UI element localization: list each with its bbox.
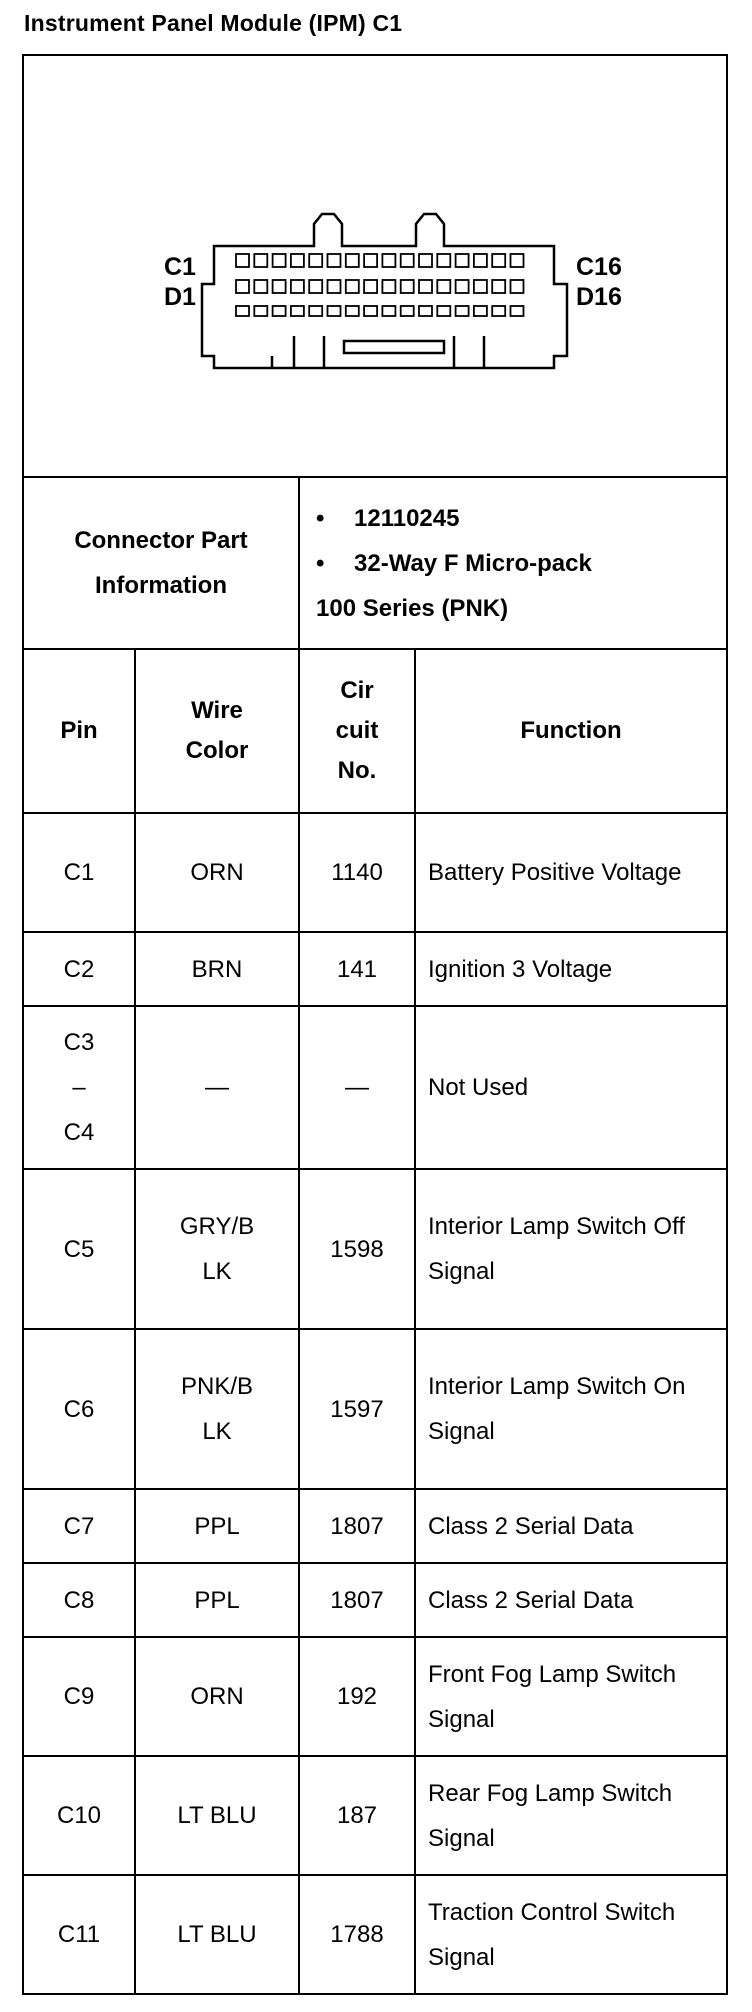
pin-cavity [273, 254, 286, 267]
connector-info-list [299, 477, 727, 649]
connector-info-label: Connector Part Information [23, 477, 299, 649]
cell-function: Rear Fog Lamp Switch Signal [415, 1756, 727, 1875]
table-row [23, 1169, 727, 1329]
connector-info-row [23, 477, 727, 649]
pin-cavity [382, 254, 395, 267]
cell-circuit: 1807 [299, 1489, 415, 1563]
pin-cavity [511, 306, 524, 316]
pin-cavity [419, 254, 432, 267]
header-circuit: Cir cuit No. [299, 649, 415, 813]
table-header-row [23, 649, 727, 813]
cell-circuit: 187 [299, 1756, 415, 1875]
pin-cavity [346, 254, 359, 267]
connector-diagram [24, 56, 726, 476]
pin-cavity [511, 280, 524, 293]
cell-wire-color: BRN [135, 932, 299, 1006]
cell-pin: C9 [23, 1637, 135, 1756]
cell-pin: C10 [23, 1756, 135, 1875]
cell-pin: C7 [23, 1489, 135, 1563]
pin-cavity [401, 254, 414, 267]
cell-wire-color: ORN [135, 813, 299, 932]
cell-function: Front Fog Lamp Switch Signal [415, 1637, 727, 1756]
pin-cavity [456, 306, 469, 316]
pin-cavity [474, 280, 487, 293]
pin-cavity [328, 254, 341, 267]
cell-pin: C2 [23, 932, 135, 1006]
pin-cavity [474, 306, 487, 316]
pin-cavity [492, 306, 505, 316]
table-row [23, 1875, 727, 1994]
pin-cavity [364, 306, 377, 316]
cell-circuit: 1807 [299, 1563, 415, 1637]
cell-wire-color: PNK/B LK [135, 1329, 299, 1489]
pin-cavity [437, 280, 450, 293]
pin-cavity [456, 254, 469, 267]
header-wire-color: Wire Color [135, 649, 299, 813]
cell-function: Class 2 Serial Data [415, 1563, 727, 1637]
pin-cavity [291, 254, 304, 267]
cell-pin: C1 [23, 813, 135, 932]
pin-cavity [328, 306, 341, 316]
pin-cavity [291, 280, 304, 293]
connector-info-item: • 12110245 [316, 496, 726, 541]
cell-function: Battery Positive Voltage [415, 813, 727, 932]
connector-image-cell [23, 55, 727, 477]
pin-cavity [401, 306, 414, 316]
bullet-icon: • [316, 549, 325, 577]
pin-cavity [382, 306, 395, 316]
bullet-icon: • [316, 504, 325, 532]
pin-cavity [328, 280, 341, 293]
pin-cavity [456, 280, 469, 293]
table-row [23, 1637, 727, 1756]
cell-circuit: — [299, 1006, 415, 1169]
header-pin: Pin [23, 649, 135, 813]
connector-info-item: • 32-Way F Micro-pack [316, 541, 726, 586]
pin-cavity [437, 306, 450, 316]
pin-cavity [254, 254, 267, 267]
cell-circuit: 1597 [299, 1329, 415, 1489]
connector-image-row [23, 55, 727, 477]
pin-cavity [382, 280, 395, 293]
table-row [23, 1329, 727, 1489]
cell-function: Traction Control Switch Signal [415, 1875, 727, 1994]
cell-wire-color: PPL [135, 1563, 299, 1637]
cell-circuit: 1788 [299, 1875, 415, 1994]
cell-wire-color: LT BLU [135, 1756, 299, 1875]
pin-cavity [309, 280, 322, 293]
connector-info-extra: 100 Series (PNK) [316, 594, 509, 622]
cell-pin: C6 [23, 1329, 135, 1489]
cell-wire-color: ORN [135, 1637, 299, 1756]
pin-cavity [364, 254, 377, 267]
cell-wire-color: LT BLU [135, 1875, 299, 1994]
cell-wire-color: PPL [135, 1489, 299, 1563]
pin-cavity [236, 280, 249, 293]
connector-label-d1: D1 [164, 283, 196, 311]
pinout-table [22, 54, 728, 1995]
pin-cavity [492, 280, 505, 293]
cell-circuit: 141 [299, 932, 415, 1006]
cell-function: Interior Lamp Switch Off Signal [415, 1169, 727, 1329]
table-row [23, 932, 727, 1006]
pin-cavity [511, 254, 524, 267]
pin-cavity [254, 280, 267, 293]
cell-pin: C3 –C4 [23, 1006, 135, 1169]
pin-cavity [273, 280, 286, 293]
cell-function: Class 2 Serial Data [415, 1489, 727, 1563]
connector-label-d16: D16 [576, 283, 622, 311]
table-row [23, 813, 727, 932]
pin-cavity [419, 280, 432, 293]
pin-cavity [492, 254, 505, 267]
connector-outline-icon [24, 56, 728, 476]
pin-cavity [291, 306, 304, 316]
pin-cavity [309, 254, 322, 267]
pin-cavity [401, 280, 414, 293]
pin-cavity [309, 306, 322, 316]
table-row [23, 1563, 727, 1637]
cell-function: Not Used [415, 1006, 727, 1169]
cell-pin: C5 [23, 1169, 135, 1329]
cell-circuit: 192 [299, 1637, 415, 1756]
cell-pin: C8 [23, 1563, 135, 1637]
cell-function: Ignition 3 Voltage [415, 932, 727, 1006]
cell-function: Interior Lamp Switch On Signal [415, 1329, 727, 1489]
table-row [23, 1489, 727, 1563]
pin-cavity [236, 254, 249, 267]
cell-circuit: 1140 [299, 813, 415, 932]
cell-pin: C11 [23, 1875, 135, 1994]
cell-circuit: 1598 [299, 1169, 415, 1329]
pin-cavity [346, 280, 359, 293]
cell-wire-color: GRY/B LK [135, 1169, 299, 1329]
pin-cavity [364, 280, 377, 293]
header-function: Function [415, 649, 727, 813]
pin-cavity [474, 254, 487, 267]
table-row [23, 1006, 727, 1169]
page-title: Instrument Panel Module (IPM) C1 [24, 10, 403, 36]
pin-cavity [346, 306, 359, 316]
table-row [23, 1756, 727, 1875]
pin-cavity [236, 306, 249, 316]
connector-label-c16: C16 [576, 253, 622, 281]
pin-cavity [419, 306, 432, 316]
pin-cavity [437, 254, 450, 267]
connector-label-c1: C1 [164, 253, 196, 281]
pin-cavity [273, 306, 286, 316]
pin-cavity [254, 306, 267, 316]
cell-wire-color: — [135, 1006, 299, 1169]
